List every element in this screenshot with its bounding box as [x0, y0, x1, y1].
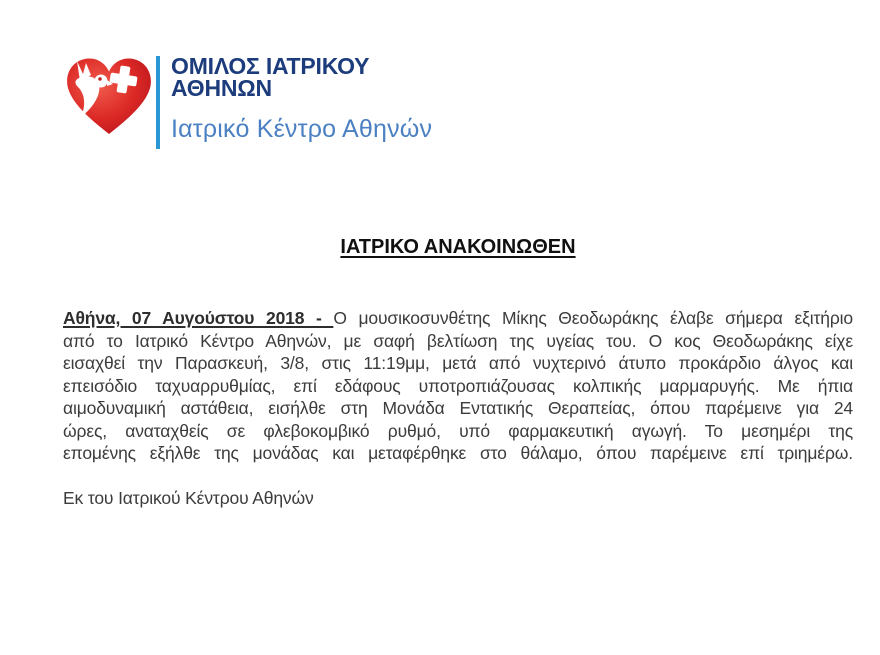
- body-line: από το Ιατρικό Κέντρο Αθηνών, με σαφή βελτίωση της υγείας του. Ο κος Θεοδωράκης είχε: [63, 330, 853, 351]
- org-name: [171, 55, 369, 99]
- body-line-text: Ο μουσικοσυνθέτης Μίκης Θεοδωράκης έλαβε σήμερα εξιτήριο: [333, 308, 853, 328]
- org-name-line2: ΑΘΗΝΩΝ: [171, 75, 272, 101]
- body-line: επεισόδιο ταχυαρρυθμίας, επί εδάφους υποτροπιάζουσας κολπικής μαρμαρυγής. Με ήπια: [63, 375, 853, 396]
- logo: [64, 54, 484, 154]
- logo-divider-bar: [156, 56, 160, 149]
- dateline: Αθήνα, 07 Αυγούστου 2018 -: [63, 308, 334, 328]
- body-line: επομένης εξήλθε της μονάδας και μεταφέρθηκε στο θάλαμο, όπου παρέμεινε επί τριημέρω.: [63, 443, 853, 463]
- org-name-line1: ΟΜΙΛΟΣ ΙΑΤΡΙΚΟΥ: [171, 53, 370, 79]
- body-line: [63, 307, 853, 330]
- org-subtitle: Ιατρικό Κέντρο Αθηνών: [171, 115, 433, 143]
- announcement-title: [63, 236, 853, 259]
- body-line: ώρες, αναταχθείς σε φλεβοκομβικό ρυθμό, υπό φαρμακευτική αγωγή. Το μεσημέρι της: [63, 420, 853, 441]
- blank-line: [63, 465, 853, 488]
- body-line: αιμοδυναμική αστάθεια, εισήλθε στη Μονάδα Εντατικής Θεραπείας, όπου παρέμεινε για 24: [63, 398, 853, 418]
- announcement-title-text: ΙΑΤΡΙΚΟ ΑΝΑΚΟΙΝΩΘΕΝ: [340, 236, 576, 258]
- body-line: εισαχθεί την Παρασκευή, 3/8, στις 11:19μμ, μετά από νυχτερινό άτυπο προκάρδιο άλγος και: [63, 353, 853, 373]
- closing-line: Εκ του Ιατρικού Κέντρου Αθηνών: [63, 488, 314, 508]
- heart-dove-cross-logo-icon: [64, 54, 154, 138]
- announcement-body: [63, 307, 853, 510]
